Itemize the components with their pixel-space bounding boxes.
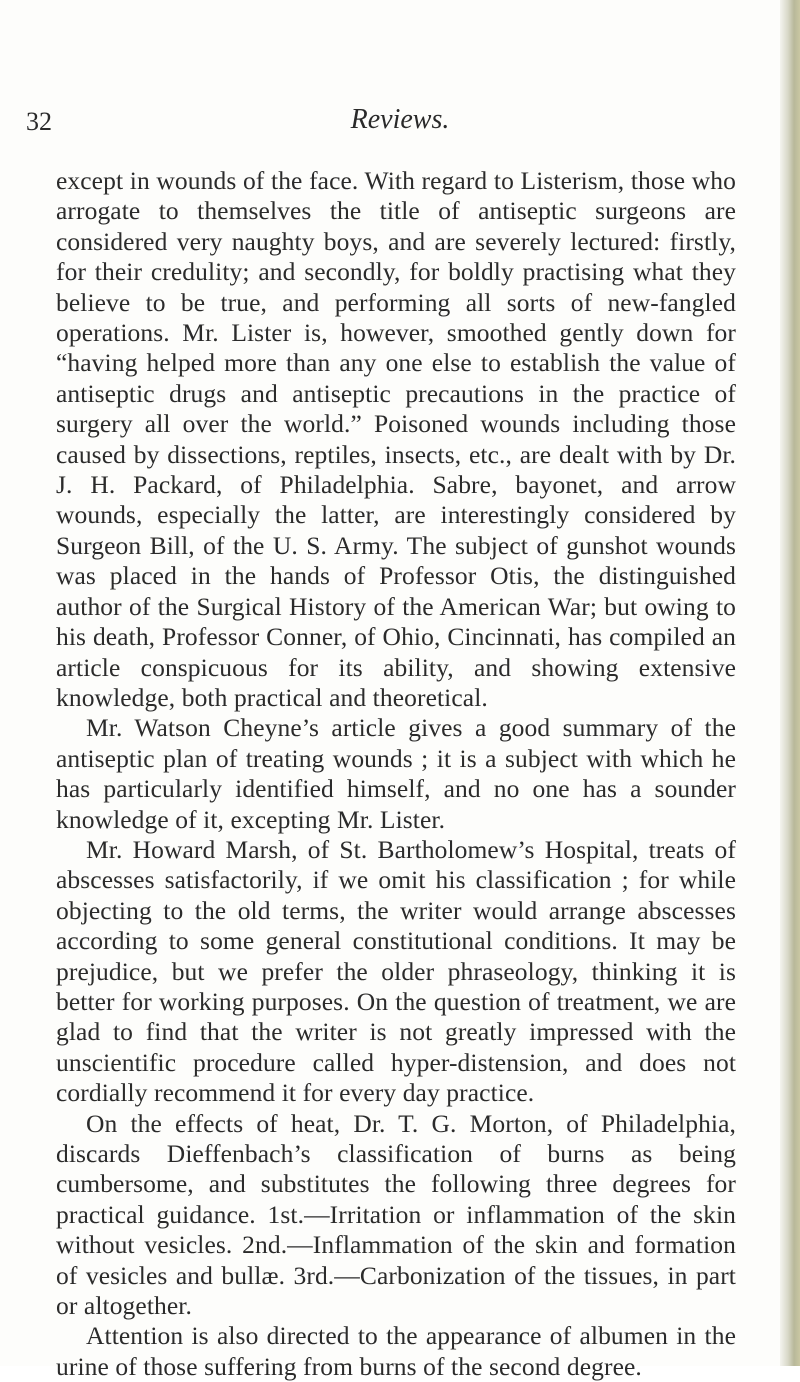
- running-head: Reviews.: [350, 104, 450, 135]
- paragraph-effects-of-heat: On the effects of heat, Dr. T. G. Morton, of Philadelphia, discards Dieffenbach’s classification of burns as being cumbersome, and substitutes the following three degrees for practical guidance. 1st.—Irritation or inflammation of the skin without vesicles. 2nd.—Inflammation of the skin and formation of vesicles and bullæ. 3rd.—Carbonization of the tissues, in part or altogether.: [56, 1108, 736, 1321]
- body-text: [56, 166, 736, 1382]
- paragraph-albumen: Attention is also directed to the appearance of albumen in the urine of those suffering from burns of the second degree.: [56, 1321, 736, 1381]
- page-number: 32: [26, 107, 52, 136]
- paragraph-howard-marsh: Mr. Howard Marsh, of St. Bartholomew’s Hospital, treats of abscesses satisfactorily, if we omit his classification ; for while objecting to the old terms, the writer would arrange abscesses according to some general constitutional conditions. It may be prejudice, but we prefer the older phraseology, thinking it is better for working purposes. On the question of treatment, we are glad to find that the writer is not greatly impressed with the unscientific procedure called hyper-distension, and does not cordially recommend it for every day practice.: [56, 834, 736, 1108]
- page-edge-shadow: [780, 0, 800, 1366]
- paragraph-watson-cheyne: Mr. Watson Cheyne’s article gives a good summary of the antiseptic plan of treating wounds ; it is a subject with which he has particularly identified himself, and no one has a sounder knowledge of it, excepting Mr. Lister.: [56, 713, 736, 834]
- paragraph-listerism-continuation: except in wounds of the face. With regard to Listerism, those who arrogate to themselves the title of antiseptic surgeons are considered very naughty boys, and are severely lectured: firstly, for their credulity; and secondly, for boldly practising what they believe to be true, and performing all sorts of new-fangled operations. Mr. Lister is, however, smoothed gently down for “having helped more than any one else to establish the value of antiseptic drugs and antiseptic precautions in the practice of surgery all over the world.” Poisoned wounds including those caused by dissections, reptiles, insects, etc., are dealt with by Dr. J. H. Packard, of Philadelphia. Sabre, bayonet, and arrow wounds, especially the latter, are interestingly considered by Surgeon Bill, of the U. S. Army. The subject of gunshot wounds was placed in the hands of Professor Otis, the distinguished author of the Surgical History of the American War; but owing to his death, Professor Conner, of Ohio, Cincinnati, has compiled an article conspicuous for its ability, and showing extensive knowledge, both practical and theoretical.: [56, 166, 736, 712]
